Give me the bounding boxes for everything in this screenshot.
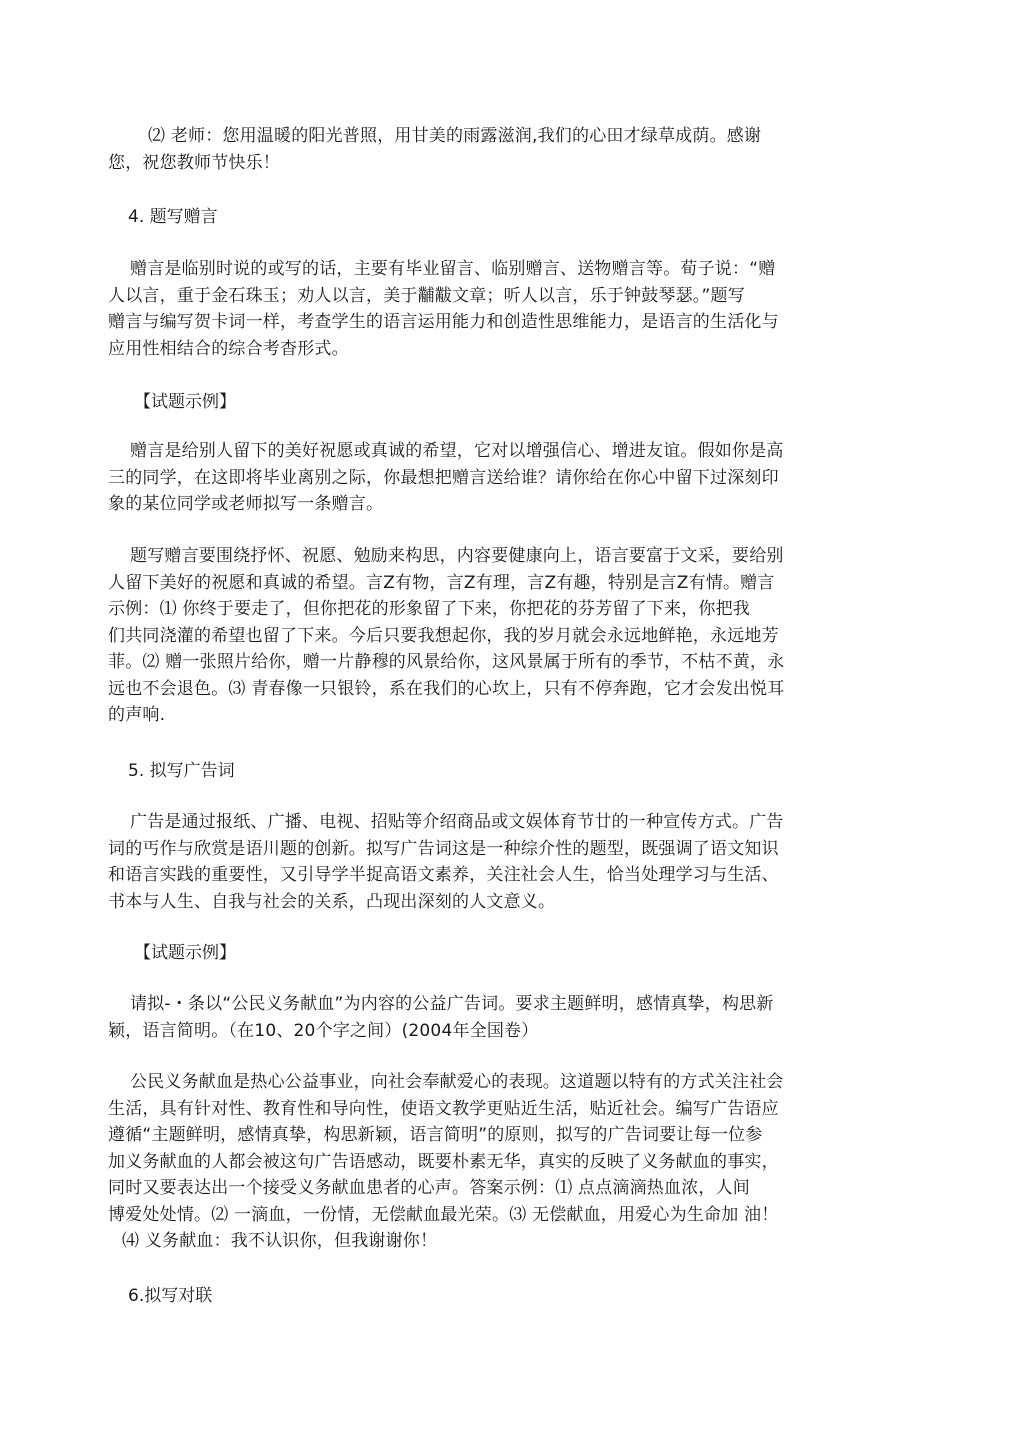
- paragraph-question-2: [108, 991, 898, 1044]
- text-line: 书本与人生、自我与社会的关系，凸现出深刻的人文意义。: [108, 891, 556, 912]
- text-line: 们共同浇灌的希望也留了下来。今后只要我想起你，我的岁月就会永远地鲜艳，永远地芳: [108, 625, 779, 646]
- text-line: 题写赠言要围绕抒怀、祝愿、勉励来构思，内容要健康向上，语言要富于文采，要给别: [130, 546, 784, 566]
- example-heading: 【试题示例】: [134, 392, 236, 412]
- section-heading-4: 4. 题写赠言: [128, 207, 218, 227]
- text-line: 您，祝您教师节快乐！: [108, 152, 280, 173]
- text-line: 远也不会退色。⑶ 青春像一只银铃，系在我们的心坎上，只有不停奔跑，它才会发出悦耳: [108, 678, 785, 699]
- text-line: ⑷ 义务献血：我不认识你，但我谢谢你！: [122, 1231, 438, 1251]
- text-line: 博爱处处情。⑵ 一滴血，一份情，无偿献血最光荣。⑶ 无偿献血，用爱心为生命加 油！: [108, 1204, 779, 1225]
- text-line: 词的丐作与欣赏是语川题的创新。拟写广告词这是一种综介性的题型，既强调了语文知识: [108, 838, 779, 859]
- paragraph-question-1: [108, 438, 898, 518]
- text-line: 同时又要表达出一个接受义务献血患者的心声。答案示例：⑴ 点点滴滴热血浓，人间: [108, 1178, 751, 1198]
- section-heading-6: 6.拟写对联: [128, 1286, 213, 1306]
- text-line: 菲。⑵ 赠一张照片给你，赠一片静穆的风景给你，这风景属于所有的季节，不枯不黄，永: [108, 652, 785, 672]
- paragraph-teacher-wish: [108, 123, 898, 176]
- text-line: 加义务献血的人都会被这句广告语感动，既要朴素无华，真实的反映了义务献血的事实，: [108, 1151, 779, 1172]
- text-line: 赠言是给别人留下的美好祝愿或真诚的希望，它对以增强信心、增进友谊。假如你是高: [130, 441, 784, 461]
- text-line: 象的某位同学或老师拟写一条赠言。: [108, 494, 384, 514]
- paragraph-ad-intro: [108, 809, 898, 915]
- text-line: 赠言与编写贺卡词一样，考查学生的语言运用能力和创造性思维能力，是语言的生活化与: [108, 312, 779, 332]
- text-line: 应用性相结合的综合考杳形式。: [108, 338, 349, 359]
- example-heading: 【试题示例】: [134, 943, 236, 963]
- text-line: 生活，具有针对性、教育性和导向性，使语文教学更贴近生活，贴近社会。编写广告语应: [108, 1098, 779, 1119]
- text-line: 颖，语言简明。（在10、20个字之间）(2004年全国卷）: [108, 1020, 539, 1041]
- text-line: 请拟-・条以“公民义务献血”为内容的公益广告词。要求主题鲜明，感情真挚，构思新: [130, 994, 774, 1014]
- text-line: 广告是通过报纸、广播、电视、招贴等介绍商品或文娱体育节廿的一种宣传方式。广告: [130, 812, 784, 832]
- text-line: 赠言是临别时说的或写的话，主要有毕业留言、临别赠言、送物赠言等。荀子说：“赠: [130, 259, 776, 279]
- text-line: 人留下美好的祝愿和真诚的希望。言Z有物，言Z有理，言Z有趣，特别是言Z有情。赠言: [108, 572, 775, 593]
- text-line: 遵循“主题鲜明，感情真挚，构思新颖，语言简明”的原则，拟写的广告词要让每一位参: [108, 1125, 763, 1145]
- text-line: 示例：⑴ 你终于要走了，但你把花的形象留了下来，你把花的芬芳留了下来，你把我: [108, 599, 751, 619]
- paragraph-answer-2: [108, 1069, 898, 1255]
- text-line: 人以言，重于金石珠玉；劝人以言，美于黼黻文章；听人以言，乐于钟鼓琴瑟。”题写: [108, 285, 745, 306]
- text-line: 公民义务献血是热心公益事业，向社会奉献爱心的表现。这道题以特有的方式关注社会: [130, 1072, 784, 1092]
- text-line: 三的同学，在这即将毕业离别之际，你最想把赠言送给谁？请你给在你心中留下过深刻印: [108, 467, 779, 488]
- paragraph-gift-words-intro: [108, 256, 898, 362]
- paragraph-answer-1: [108, 543, 898, 729]
- text-line: 和语言实践的重要性，又引导学半捉高语文素养，关注社会人生，恰当处理学习与生活、: [108, 865, 779, 885]
- text-line: ⑵ 老师：您用温暖的阳光普照，用甘美的雨露滋润,我们的心田才绿草成荫。感谢: [148, 126, 762, 146]
- section-heading-5: 5. 拟写广告词: [128, 761, 235, 781]
- text-line: 的声响.: [108, 705, 166, 725]
